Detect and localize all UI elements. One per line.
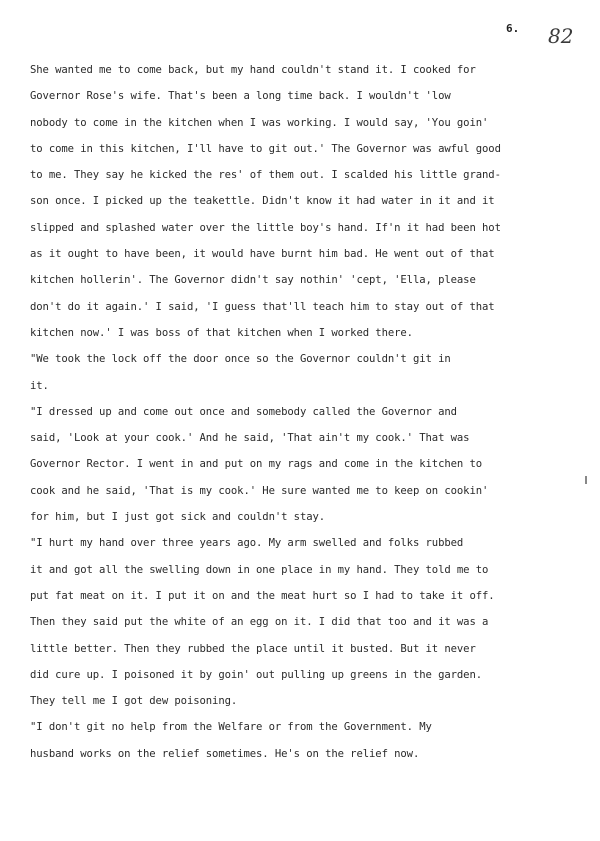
- typewritten-text-body: [30, 57, 550, 767]
- text-line: to come in this kitchen, I'll have to git out.' The Governor was awful good: [30, 142, 501, 155]
- text-line: "I dressed up and come out once and somebody called the Governor and: [30, 405, 457, 418]
- text-line: kitchen now.' I was boss of that kitchen when I worked there.: [30, 326, 413, 339]
- text-line: don't do it again.' I said, 'I guess that'll teach him to stay out of that: [30, 300, 495, 313]
- text-line: to me. They say he kicked the res' of them out. I scalded his little grand-: [30, 169, 501, 182]
- text-line: little better. Then they rubbed the place until it busted. But it never: [30, 642, 476, 655]
- text-line: said, 'Look at your cook.' And he said, 'That ain't my cook.' That was: [30, 432, 470, 445]
- text-line: Then they said put the white of an egg on it. I did that too and it was a: [30, 616, 489, 629]
- text-line: did cure up. I poisoned it by goin' out pulling up greens in the garden.: [30, 668, 483, 681]
- text-line: Governor Rector. I went in and put on my rags and come in the kitchen to: [30, 458, 483, 471]
- text-line: son once. I picked up the teakettle. Didn't know it had water in it and it: [30, 195, 495, 208]
- text-line: She wanted me to come back, but my hand couldn't stand it. I cooked for: [30, 64, 476, 76]
- text-line: "I don't git no help from the Welfare or from the Government. My: [30, 721, 432, 734]
- text-line: for him, but I just got sick and couldn't stay.: [30, 511, 326, 524]
- text-line: it and got all the swelling down in one place in my hand. They told me to: [30, 563, 489, 576]
- text-line: Governor Rose's wife. That's been a long time back. I wouldn't 'low: [30, 90, 451, 103]
- text-line: husband works on the relief sometimes. He's on the relief now.: [30, 747, 420, 760]
- page-number-handwritten: 82: [548, 24, 574, 48]
- text-line: as it ought to have been, it would have burnt him bad. He went out of that: [30, 248, 495, 261]
- text-line: They tell me I got dew poisoning.: [30, 695, 238, 708]
- text-line: "We took the lock off the door once so the Governor couldn't git in: [30, 353, 451, 366]
- text-line: nobody to come in the kitchen when I was working. I would say, 'You goin': [30, 116, 489, 129]
- margin-mark: [585, 476, 587, 484]
- text-line: kitchen hollerin'. The Governor didn't say nothin' 'cept, 'Ella, please: [30, 274, 476, 287]
- text-line: cook and he said, 'That is my cook.' He sure wanted me to keep on cookin': [30, 484, 489, 497]
- page-number-typed: 6.: [506, 22, 520, 35]
- text-line: it.: [30, 379, 49, 392]
- text-line: slipped and splashed water over the little boy's hand. If'n it had been hot: [30, 221, 501, 234]
- text-line: put fat meat on it. I put it on and the meat hurt so I had to take it off.: [30, 589, 495, 602]
- text-line: "I hurt my hand over three years ago. My arm swelled and folks rubbed: [30, 537, 464, 550]
